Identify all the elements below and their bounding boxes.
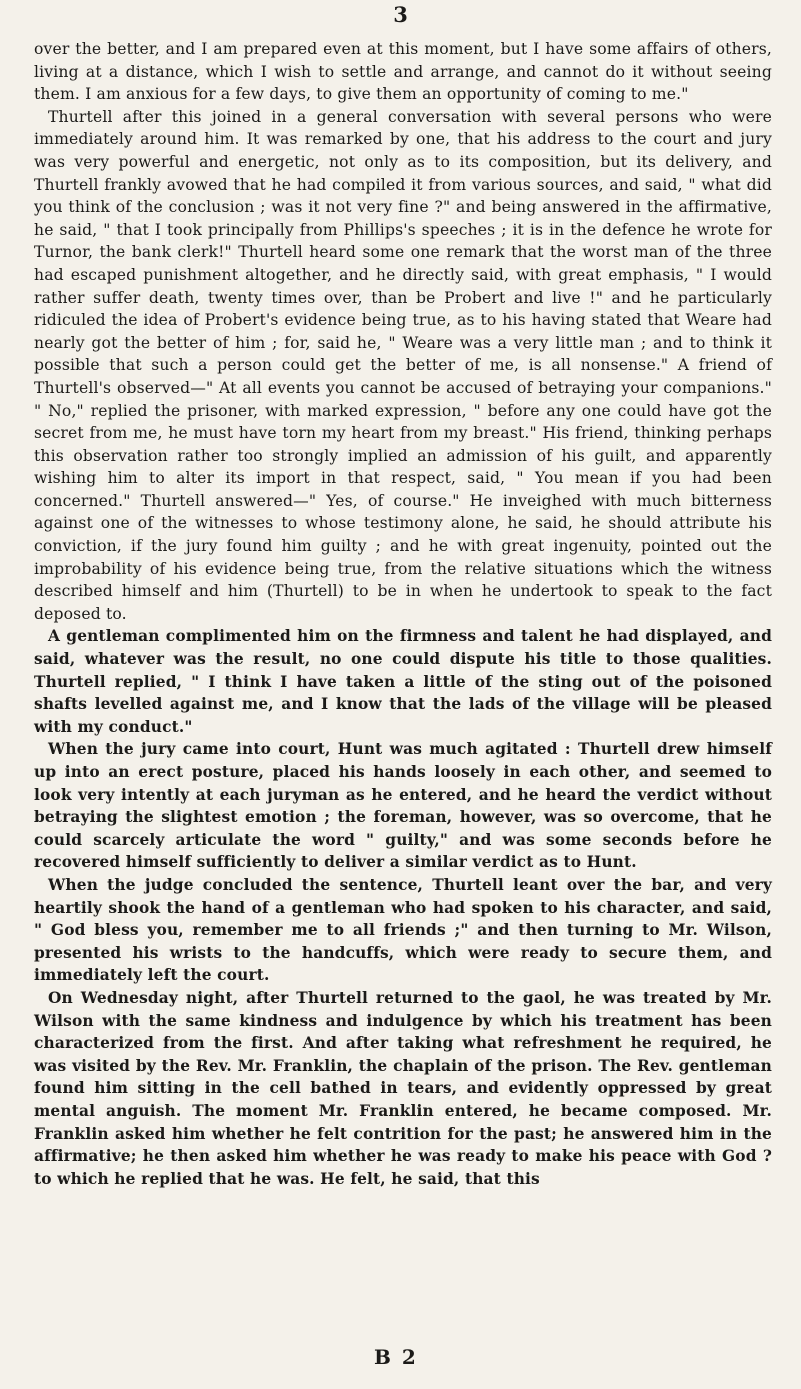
paragraph-1: over the better, and I am prepared even at this moment, but I have some affairs of others, living at a distance, which I wish to settle and arrange, and cannot do it without seeing them. I am anxious for a few days, to give them an opportunity of coming to me." [34, 40, 772, 104]
paragraph-2: Thurtell after this joined in a general conversation with several persons who were immediately around him. It was remarked by one, that his address to the court and jury was very powerful and energetic, not only as to its composition, but its delivery, and Thurtell frankly avowed that he had compiled it from various sources, and said, " what did you think of the conclusion ; was it not very fine ?" and being answered in the affirmative, he said, " that I took principally from Phillips's speeches ; it is in the defence he wrote for Turnor, the bank clerk!" Thurtell heard some one remark that the worst man of the three had escaped punishment altogether, and he directly said, with great emphasis, " I would rather suffer death, twenty times over, than be Probert and live !" and he particularly ridiculed the idea of Probert's evidence being true, as to his having stated that Weare had nearly got the better of him ; for, said he, " Weare was a very little man ; and to think it possible that such a person could get the better of me, is all nonsense." A friend of Thurtell's observed—" At all events you cannot be accused of betraying your companions." " No," replied the prisoner, with marked expression, " before any one could have got the secret from me, he must have torn my heart from my breast." His friend, thinking perhaps this observation rather too strongly implied an admission of his guilt, and apparently wishing him to alter its import in that respect, said, " You mean if you had been concerned." Thurtell answered—" Yes, of course." He inveighed with much bitterness against one of the witnesses to whose testimony alone, he said, he should attribute his conviction, if the jury found him guilty ; and he with great ingenuity, pointed out the improbability of his evidence being true, from the relative situations which the witness described himself and him (Thurtell) to be in when he undertook to speak to the fact deposed to. [34, 107, 772, 623]
paragraph-3: A gentleman complimented him on the firmness and talent he had displayed, and said, whatever was the result, no one could dispute his title to those qualities. Thurtell replied, " I think I have taken a little of the sting out of the poisoned shafts levelled against me, and I know that the lads of the village will be pleased with my conduct." [34, 627, 772, 736]
signature-mark: B 2 [374, 1345, 418, 1369]
body-text [34, 38, 772, 1190]
paragraph-5: When the judge concluded the sentence, Thurtell leant over the bar, and very heartily shook the hand of a gentleman who had spoken to his character, and said, " God bless you, remember me to all friends ;" and then turning to Mr. Wilson, presented his wrists to the handcuffs, which were ready to secure them, and immediately left the court. [34, 875, 772, 985]
paragraph-6: On Wednesday night, after Thurtell returned to the gaol, he was treated by Mr. Wilson with the same kindness and indulgence by which his treatment has been characterized from the first. And after taking what refreshment he required, he was visited by the Rev. Mr. Franklin, the chaplain of the prison. The Rev. gentleman found him sitting in the cell bathed in tears, and evidently oppressed by great mental anguish. The moment Mr. Franklin entered, he became composed. Mr. Franklin asked him whether he felt contrition for the past; he answered him in the affirmative; he then asked him whether he was ready to make his peace with God ? to which he replied that he was. He felt, he said, that this [34, 988, 772, 1188]
paragraph-4: When the jury came into court, Hunt was much agitated : Thurtell drew himself up into an erect posture, placed his hands loosely in each other, and seemed to look very intently at each juryman as he entered, and he heard the verdict without betraying the slightest emotion ; the foreman, however, was so overcome, that he could scarcely articulate the word " guilty," and was some seconds before he recovered himself sufficiently to deliver a similar verdict as to Hunt. [34, 740, 772, 872]
page-number: 3 [393, 2, 408, 27]
